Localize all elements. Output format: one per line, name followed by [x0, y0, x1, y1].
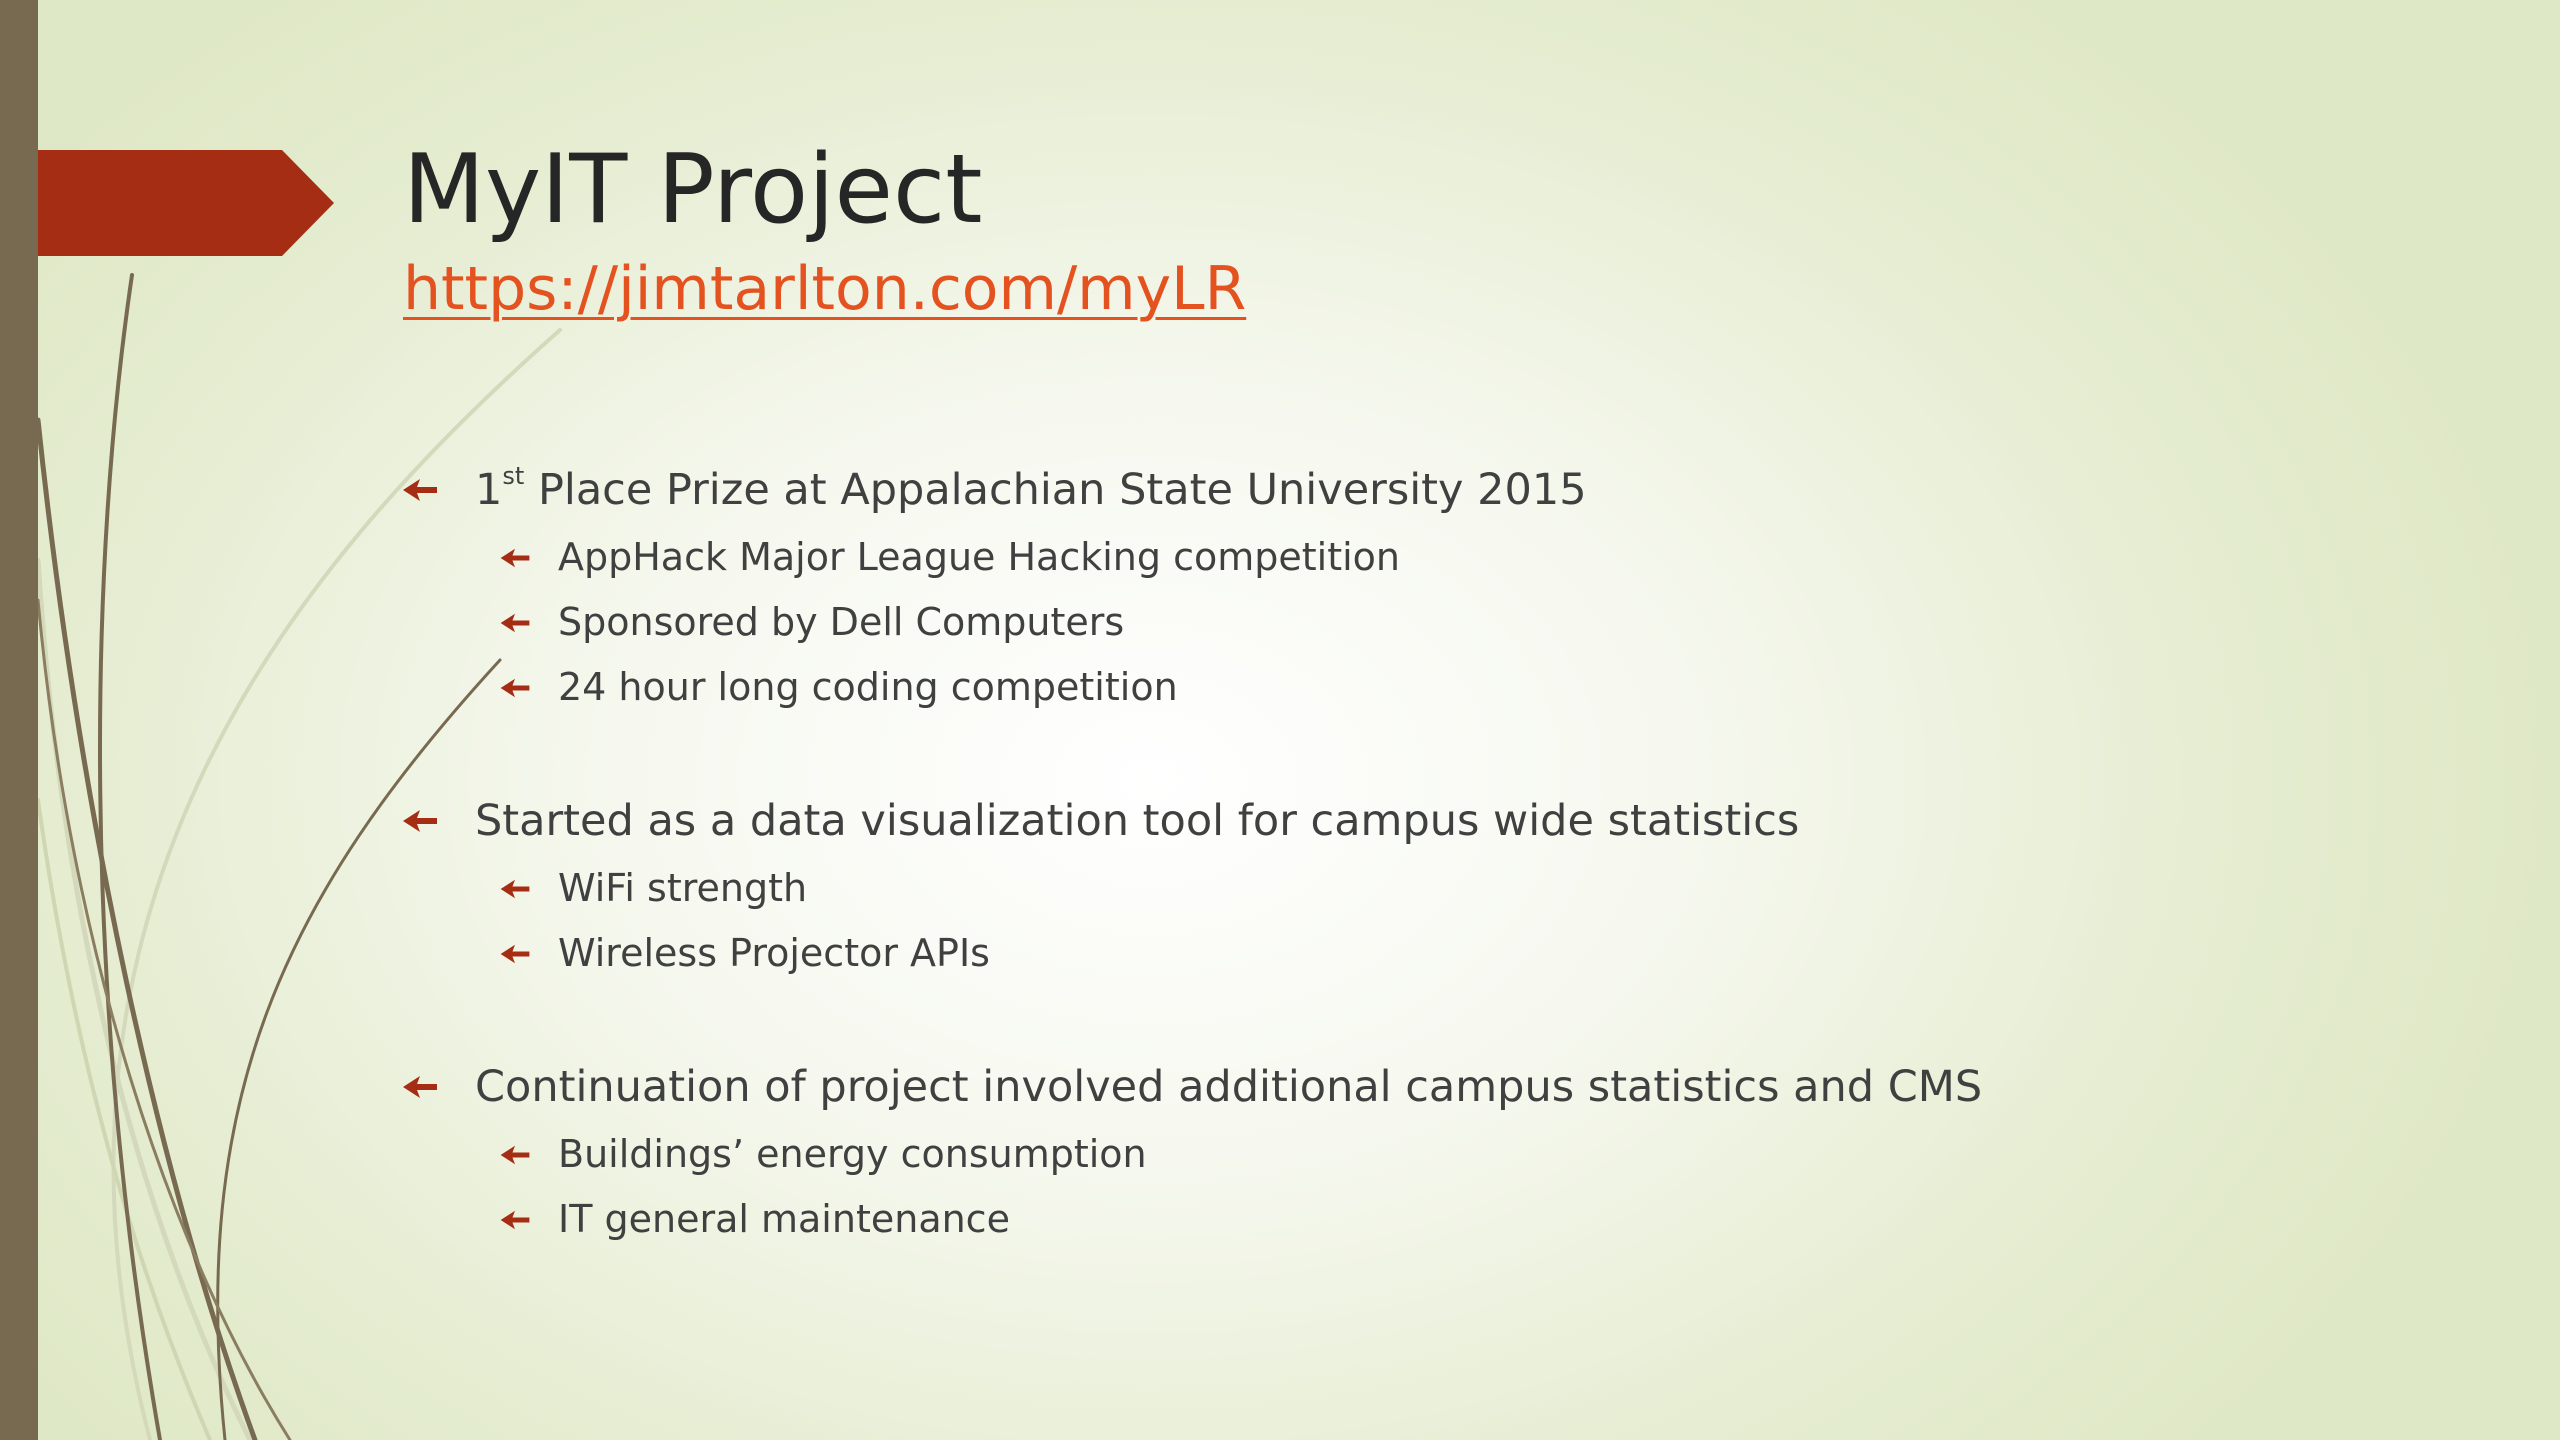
left-arrow-bullet-icon [403, 808, 437, 834]
sub-bullet-text: IT general maintenance [558, 1197, 1010, 1241]
sub-bullet-item [403, 525, 2403, 590]
bullet-superscript: st [502, 462, 525, 490]
sub-bullet-text: AppHack Major League Hacking competition [558, 535, 1400, 579]
left-arrow-bullet-icon [500, 878, 530, 900]
title-accent-arrow [38, 150, 334, 256]
bullet-item [403, 455, 2403, 525]
sub-bullet-item [403, 590, 2403, 655]
left-arrow-bullet-icon [403, 477, 437, 503]
project-link[interactable]: https://jimtarlton.com/myLR [403, 254, 1247, 324]
bullet-number: 1 [475, 465, 503, 515]
bullet-item [403, 1052, 2403, 1122]
sub-bullet-item [403, 1187, 2403, 1252]
spacer [403, 720, 2403, 786]
sub-bullet-text: Wireless Projector APIs [558, 931, 990, 975]
bullet-list [403, 455, 2403, 1252]
left-sidebar-bar [0, 0, 38, 1440]
bullet-text: Continuation of project involved additional campus statistics and CMS [475, 1062, 1983, 1112]
curve-light-3 [38, 800, 210, 1440]
bullet-item [403, 786, 2403, 856]
bullet-text: Started as a data visualization tool for campus wide statistics [475, 796, 1800, 846]
sub-bullet-item [403, 921, 2403, 986]
sub-bullet-item [403, 655, 2403, 720]
sub-bullet-text: Sponsored by Dell Computers [558, 600, 1125, 644]
curve-dark-1 [100, 275, 160, 1440]
sub-bullet-item [403, 856, 2403, 921]
left-arrow-bullet-icon [500, 612, 530, 634]
left-arrow-bullet-icon [403, 1074, 437, 1100]
bullet-text: Place Prize at Appalachian State University 2015 [524, 465, 1587, 515]
sub-bullet-item [403, 1122, 2403, 1187]
sub-bullet-text: 24 hour long coding competition [558, 665, 1178, 709]
left-arrow-bullet-icon [500, 943, 530, 965]
left-arrow-bullet-icon [500, 677, 530, 699]
left-arrow-bullet-icon [500, 547, 530, 569]
sub-bullet-text: Buildings’ energy consumption [558, 1132, 1147, 1176]
left-arrow-bullet-icon [500, 1144, 530, 1166]
sub-bullet-text: WiFi strength [558, 866, 808, 910]
slide-title: MyIT Project [403, 135, 983, 245]
left-arrow-bullet-icon [500, 1209, 530, 1231]
spacer [403, 986, 2403, 1052]
